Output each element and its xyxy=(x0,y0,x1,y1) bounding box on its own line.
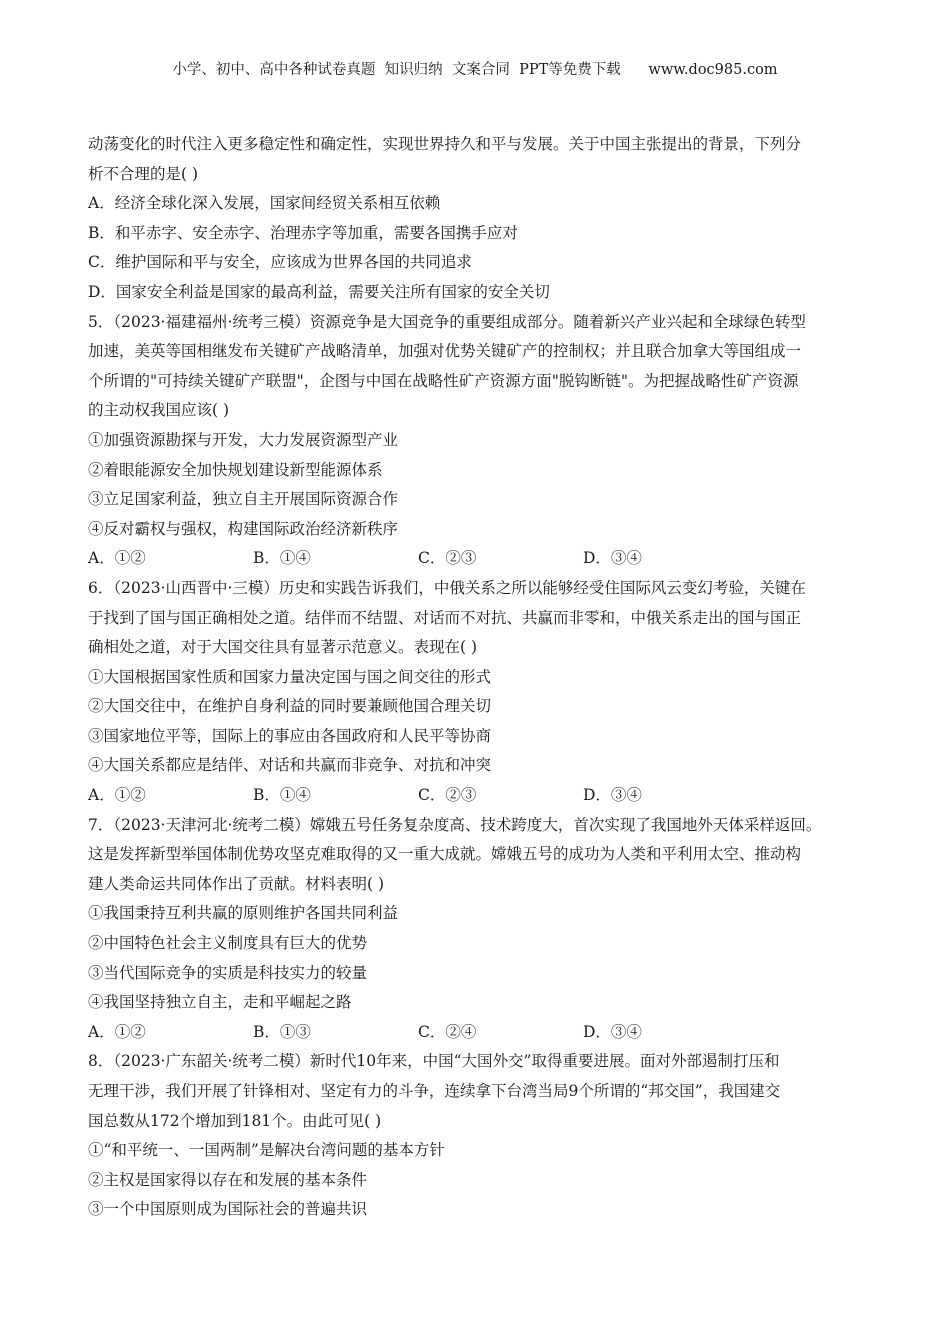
option-b: B．①③ xyxy=(253,1022,311,1041)
statement-item: ③立足国家利益，独立自主开展国际资源合作 xyxy=(88,490,399,509)
statement-item: ①“和平统一、一国两制”是解决台湾问题的基本方针 xyxy=(88,1141,445,1160)
statement-item: ④反对霸权与强权，构建国际政治经济新秩序 xyxy=(88,519,399,538)
question-text-line: 无理干涉，我们开展了针锋相对、坚定有力的斗争，连续拿下台湾当局9个所谓的“邦交国”，我国建交 xyxy=(88,1082,781,1100)
statement-item: ④大国关系都应是结伴、对话和共赢而非竞争、对抗和冲突 xyxy=(88,756,492,775)
statement-item: ①大国根据国家性质和国家力量决定国与国之间交往的形式 xyxy=(88,667,492,686)
question-text-line: 5．（2023·福建福州·统考三模）资源竞争是大国竞争的重要组成部分。随着新兴产业兴起和全球绿色转型 xyxy=(88,312,806,331)
question-8 xyxy=(88,1047,878,1225)
statement-item: ①加强资源勘探与开发，大力发展资源型产业 xyxy=(88,430,399,449)
question-text-line: 确相处之道，对于大国交往具有显著示范意义。表现在( ) xyxy=(88,638,478,657)
statement-item: ③一个中国原则成为国际社会的普遍共识 xyxy=(88,1200,368,1219)
answer-choice-c: C．维护国际和平与安全，应该成为世界各国的共同追求 xyxy=(88,253,472,272)
question-text-line: 的主动权我国应该( ) xyxy=(88,401,230,420)
option-a: A．①② xyxy=(88,786,146,805)
statement-item: ①我国秉持互利共赢的原则维护各国共同利益 xyxy=(88,904,399,923)
option-c: C．②③ xyxy=(418,786,477,805)
question-5 xyxy=(88,308,878,574)
option-a: A．①② xyxy=(88,549,146,568)
option-a: A．①② xyxy=(88,1022,146,1041)
answer-options xyxy=(88,781,878,811)
statement-item: ④我国坚持独立自主，走和平崛起之路 xyxy=(88,993,352,1012)
page-header: 小学、初中、高中各种试卷真题 知识归纳 文案合同 PPT等免费下载 www.doc985.com xyxy=(172,62,778,78)
question-6 xyxy=(88,574,878,811)
answer-options xyxy=(88,1018,878,1048)
question-text-line: 6．（2023·山西晋中·三模）历史和实践告诉我们，中俄关系之所以能够经受住国际风云变幻考验，关键在 xyxy=(88,578,806,597)
option-d: D．③④ xyxy=(583,549,642,568)
question-text-line: 这是发挥新型举国体制优势攻坚克难取得的又一重大成就。嫦娥五号的成功为人类和平利用太空、推动构 xyxy=(88,845,802,864)
answer-choice-d: D．国家安全利益是国家的最高利益，需要关注所有国家的安全关切 xyxy=(88,282,550,301)
question-text-line: 建人类命运共同体作出了贡献。材料表明( ) xyxy=(88,874,385,893)
answer-options xyxy=(88,544,878,574)
option-c: C．②④ xyxy=(418,1022,477,1041)
statement-item: ②着眼能源安全加快规划建设新型能源体系 xyxy=(88,460,383,479)
question-text-line: 7．（2023·天津河北·统考二模）嫦娥五号任务复杂度高、技术跨度大，首次实现了我国地外天体采样返回。 xyxy=(88,815,822,834)
question-text-line: 个所谓的"可持续关键矿产联盟"，企图与中国在战略性矿产资源方面"脱钩断链"。为把握战略性矿产资源 xyxy=(88,371,799,390)
statement-item: ②大国交往中，在维护自身利益的同时要兼顾他国合理关切 xyxy=(88,697,492,716)
question-text-line: 加速，美英等国相继发布关键矿产战略清单，加强对优势关键矿产的控制权；并且联合加拿大等国组成一 xyxy=(88,342,802,361)
question-text-line: 8．（2023·广东韶关·统考二模）新时代10年来，中国“大国外交”取得重要进展。面对外部遏制打压和 xyxy=(88,1052,780,1071)
question-text-line: 国总数从172个增加到181个。由此可见( ) xyxy=(88,1111,382,1130)
answer-choice-a: A．经济全球化深入发展，国家间经贸关系相互依赖 xyxy=(88,194,441,213)
question-4-tail xyxy=(88,130,878,308)
question-text-line: 析不合理的是( ) xyxy=(88,164,199,183)
question-text-line: 于找到了国与国正确相处之道。结伴而不结盟、对话而不对抗、共赢而非零和，中俄关系走出的国与国正 xyxy=(88,608,802,627)
statement-item: ③国家地位平等，国际上的事应由各国政府和人民平等协商 xyxy=(88,726,492,745)
question-7 xyxy=(88,811,878,1048)
option-b: B．①④ xyxy=(253,786,311,805)
statement-item: ②主权是国家得以存在和发展的基本条件 xyxy=(88,1170,368,1189)
option-d: D．③④ xyxy=(583,1022,642,1041)
question-text-line: 动荡变化的时代注入更多稳定性和确定性，实现世界持久和平与发展。关于中国主张提出的背景，下列分 xyxy=(88,135,802,153)
option-d: D．③④ xyxy=(583,786,642,805)
answer-choice-b: B．和平赤字、安全赤字、治理赤字等加重，需要各国携手应对 xyxy=(88,223,518,242)
statement-item: ②中国特色社会主义制度具有巨大的优势 xyxy=(88,934,368,953)
option-b: B．①④ xyxy=(253,549,311,568)
document-body xyxy=(88,130,878,1225)
statement-item: ③当代国际竞争的实质是科技实力的较量 xyxy=(88,963,368,982)
option-c: C．②③ xyxy=(418,549,477,568)
